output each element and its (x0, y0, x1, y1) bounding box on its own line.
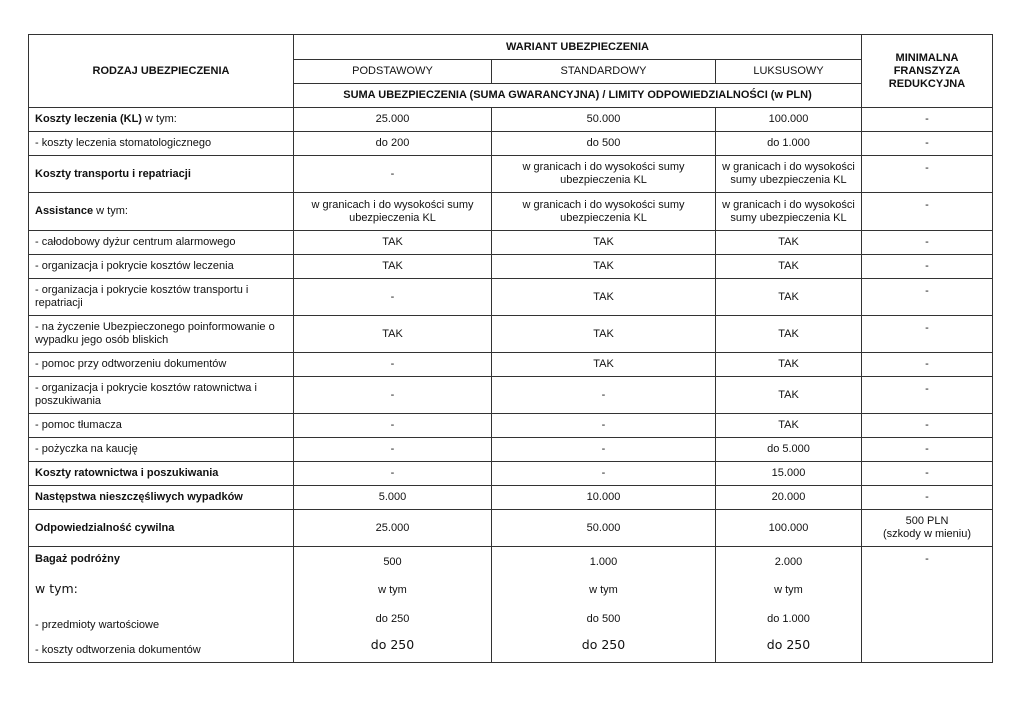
row-label: Koszty transportu i repatriacji (29, 156, 294, 193)
table-row (29, 255, 993, 279)
header-standardowy: STANDARDOWY (492, 60, 716, 84)
cell-luksusowy: 100.000 (716, 108, 862, 132)
cell-standardowy: TAK (492, 353, 716, 377)
cell-standardowy: TAK (492, 316, 716, 353)
cell-franszyza: - (862, 486, 993, 510)
cell-standardowy: - (492, 377, 716, 414)
cell-podstawowy: w granicach i do wysokości sumy ubezpieczenia KL (294, 193, 492, 231)
table-row (29, 438, 993, 462)
row-label: - organizacja i pokrycie kosztów leczenia (29, 255, 294, 279)
bagaz-value: do 250 (375, 613, 410, 625)
cell-standardowy: do 500 (492, 132, 716, 156)
row-label: Assistance w tym: (29, 193, 294, 231)
bagaz-value: w tym (378, 584, 407, 596)
cell-luksusowy: do 1.000 (716, 132, 862, 156)
cell-luksusowy: TAK (716, 414, 862, 438)
row-label: - organizacja i pokrycie kosztów ratownictwa i poszukiwania (29, 377, 294, 414)
bagaz-wtym: w tym: (35, 581, 78, 596)
cell-luksusowy: TAK (716, 377, 862, 414)
cell-luksusowy: 20.000 (716, 486, 862, 510)
table-row (29, 377, 993, 414)
bagaz-value: w tym (774, 584, 803, 596)
cell-luksusowy: w granicach i do wysokości sumy ubezpieczenia KL (716, 156, 862, 193)
header-luksusowy: LUKSUSOWY (716, 60, 862, 84)
cell-franszyza: - (862, 132, 993, 156)
table-row (29, 353, 993, 377)
cell-franszyza: - (862, 279, 993, 316)
bagaz-standardowy (492, 547, 716, 663)
cell-standardowy: TAK (492, 279, 716, 316)
bagaz-podstawowy (294, 547, 492, 663)
insurance-table (28, 34, 993, 663)
header-rodzaj: RODZAJ UBEZPIECZENIA (29, 35, 294, 108)
bagaz-value: do 250 (581, 637, 626, 652)
table-row (29, 231, 993, 255)
cell-franszyza: - (862, 414, 993, 438)
bagaz-luksusowy (716, 547, 862, 663)
cell-franszyza: - (862, 156, 993, 193)
cell-podstawowy: do 200 (294, 132, 492, 156)
cell-standardowy: 50.000 (492, 510, 716, 547)
cell-standardowy: - (492, 414, 716, 438)
bagaz-value: 2.000 (774, 556, 803, 568)
table-row (29, 193, 993, 231)
cell-podstawowy: - (294, 438, 492, 462)
cell-standardowy: TAK (492, 255, 716, 279)
cell-franszyza (862, 510, 993, 547)
cell-luksusowy: TAK (716, 316, 862, 353)
cell-podstawowy: 25.000 (294, 108, 492, 132)
cell-luksusowy: 100.000 (716, 510, 862, 547)
header-franszyza: MINIMALNA FRANSZYZA REDUKCYJNA (862, 35, 993, 108)
cell-standardowy: - (492, 462, 716, 486)
cell-luksusowy: TAK (716, 279, 862, 316)
table-row (29, 108, 993, 132)
cell-luksusowy: w granicach i do wysokości sumy ubezpieczenia KL (716, 193, 862, 231)
bagaz-value: do 500 (586, 613, 621, 625)
cell-luksusowy: TAK (716, 255, 862, 279)
bagaz-value: w tym (589, 584, 618, 596)
cell-luksusowy: TAK (716, 353, 862, 377)
bagaz-franszyza-value: - (925, 553, 929, 565)
cell-podstawowy: TAK (294, 255, 492, 279)
cell-franszyza: - (862, 353, 993, 377)
table-row (29, 486, 993, 510)
cell-standardowy: 50.000 (492, 108, 716, 132)
table-row (29, 316, 993, 353)
cell-standardowy: TAK (492, 231, 716, 255)
cell-luksusowy: 15.000 (716, 462, 862, 486)
cell-podstawowy: - (294, 156, 492, 193)
row-label: Następstwa nieszczęśliwych wypadków (29, 486, 294, 510)
cell-podstawowy: TAK (294, 316, 492, 353)
table-row (29, 156, 993, 193)
bagaz-koszty: - koszty odtworzenia dokumentów (35, 644, 201, 656)
bagaz-label (29, 547, 294, 663)
cell-podstawowy: - (294, 462, 492, 486)
row-label: - pomoc przy odtworzeniu dokumentów (29, 353, 294, 377)
cell-luksusowy: do 5.000 (716, 438, 862, 462)
header-podstawowy: PODSTAWOWY (294, 60, 492, 84)
franszyza-value: 500 PLN (905, 515, 949, 527)
row-label: - pożyczka na kaucję (29, 438, 294, 462)
cell-franszyza: - (862, 255, 993, 279)
cell-franszyza: - (862, 193, 993, 231)
bagaz-value: do 250 (370, 637, 415, 652)
bagaz-value: 1.000 (589, 556, 618, 568)
cell-podstawowy: - (294, 414, 492, 438)
row-label: - pomoc tłumacza (29, 414, 294, 438)
row-label: - na życzenie Ubezpieczonego poinformowanie o wypadku jego osób bliskich (29, 316, 294, 353)
table-row (29, 462, 993, 486)
franszyza-note: (szkody w mieniu) (882, 528, 972, 540)
cell-luksusowy: TAK (716, 231, 862, 255)
cell-franszyza: - (862, 462, 993, 486)
cell-podstawowy: 5.000 (294, 486, 492, 510)
cell-franszyza: - (862, 231, 993, 255)
row-label: Odpowiedzialność cywilna (29, 510, 294, 547)
bagaz-przedmioty: - przedmioty wartościowe (35, 619, 160, 631)
cell-franszyza: - (862, 377, 993, 414)
header-wariant: WARIANT UBEZPIECZENIA (294, 35, 862, 60)
row-label: Koszty leczenia (KL) w tym: (29, 108, 294, 132)
row-label: - koszty leczenia stomatologicznego (29, 132, 294, 156)
bagaz-title: Bagaż podróżny (35, 553, 120, 565)
cell-standardowy: w granicach i do wysokości sumy ubezpieczenia KL (492, 156, 716, 193)
bagaz-value: do 1.000 (767, 613, 810, 625)
cell-franszyza: - (862, 316, 993, 353)
cell-podstawowy: TAK (294, 231, 492, 255)
table-row (29, 414, 993, 438)
bagaz-franszyza (862, 547, 993, 663)
row-label: Koszty ratownictwa i poszukiwania (29, 462, 294, 486)
cell-standardowy: 10.000 (492, 486, 716, 510)
cell-standardowy: w granicach i do wysokości sumy ubezpieczenia KL (492, 193, 716, 231)
cell-podstawowy: - (294, 353, 492, 377)
table-row (29, 132, 993, 156)
row-label: - organizacja i pokrycie kosztów transportu i repatriacji (29, 279, 294, 316)
cell-podstawowy: - (294, 377, 492, 414)
table-row (29, 279, 993, 316)
cell-podstawowy: 25.000 (294, 510, 492, 547)
bagaz-value: do 250 (766, 637, 811, 652)
bagaz-value: 500 (383, 556, 402, 568)
table-row-bagaz (29, 547, 993, 663)
table-row (29, 510, 993, 547)
cell-franszyza: - (862, 438, 993, 462)
cell-standardowy: - (492, 438, 716, 462)
header-suma: SUMA UBEZPIECZENIA (SUMA GWARANCYJNA) / LIMITY ODPOWIEDZIALNOŚCI (w PLN) (294, 84, 862, 108)
cell-podstawowy: - (294, 279, 492, 316)
row-label: - całodobowy dyżur centrum alarmowego (29, 231, 294, 255)
cell-franszyza: - (862, 108, 993, 132)
